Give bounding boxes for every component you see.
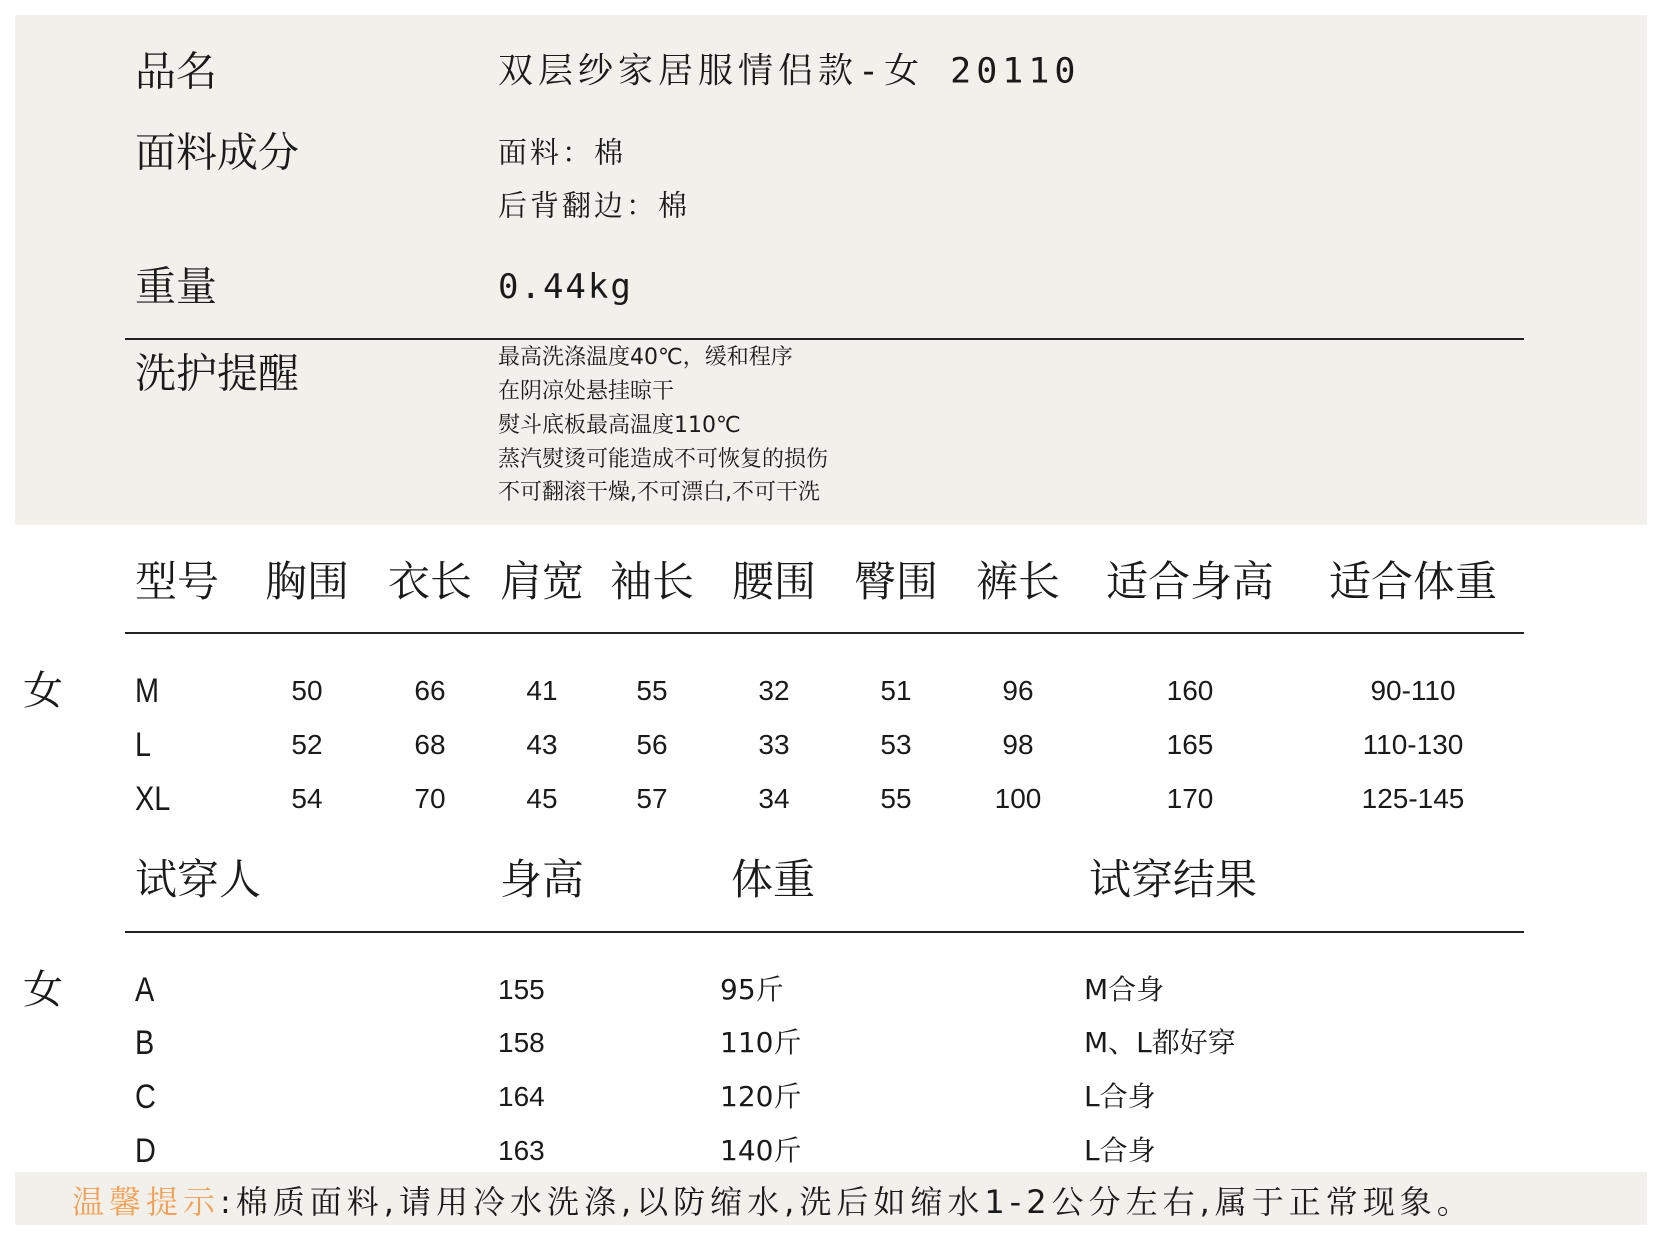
care-line: 熨斗底板最高温度110℃ [498, 413, 741, 438]
table-cell: 56 [636, 729, 668, 760]
fit-header-height: 身高 [500, 855, 585, 904]
table-cell: 45 [526, 783, 558, 814]
table-cell: 32 [758, 675, 790, 706]
tester-label: A [135, 971, 155, 1009]
tester-label: C [135, 1078, 156, 1116]
table-cell: L合身 [1084, 1080, 1156, 1113]
table-cell: 50 [291, 675, 323, 706]
size-header-chest: 胸围 [264, 557, 350, 606]
size-header-pants-length: 裤长 [975, 557, 1061, 606]
table-cell: 165 [1166, 729, 1214, 760]
table-cell: 140斤 [720, 1134, 802, 1167]
fit-header-tester: 试穿人 [135, 855, 262, 904]
size-label: L [135, 726, 152, 764]
fit-header-weight: 体重 [731, 855, 816, 904]
table-cell: 158 [498, 1027, 545, 1058]
fabric-back-trim: 后背翻边：棉 [498, 188, 691, 223]
table-cell: 54 [291, 783, 323, 814]
table-cell: 110斤 [720, 1026, 802, 1059]
size-header-hip: 臀围 [853, 557, 939, 606]
divider [125, 632, 1524, 634]
table-cell: 66 [414, 675, 446, 706]
table-cell: 34 [758, 783, 790, 814]
care-line: 最高洗涤温度40℃，缓和程序 [498, 345, 793, 370]
size-header-waist: 腰围 [731, 557, 817, 606]
table-cell: 163 [498, 1135, 545, 1166]
table-cell: 164 [498, 1081, 545, 1112]
care-line: 不可翻滚干燥,不可漂白,不可干洗 [498, 480, 820, 505]
weight-label: 重量 [135, 262, 217, 311]
product-name-value: 双层纱家居服情侣款-女 20110 [498, 51, 1081, 92]
table-cell: 43 [526, 729, 558, 760]
table-cell: 98 [1002, 729, 1034, 760]
weight-value: 0.44kg [498, 267, 633, 307]
tip-text [72, 1183, 1474, 1221]
size-header-fit-weight: 适合体重 [1328, 557, 1498, 606]
tip-label: 温馨提示 [72, 1183, 221, 1221]
fabric-label: 面料成分 [135, 128, 299, 177]
table-cell: 55 [880, 783, 912, 814]
table-cell: 52 [291, 729, 323, 760]
table-cell: 160 [1166, 675, 1214, 706]
table-cell: 170 [1166, 783, 1214, 814]
care-line: 蒸汽熨烫可能造成不可恢复的损伤 [498, 447, 829, 472]
fit-header-result: 试穿结果 [1089, 855, 1258, 904]
table-cell: 120斤 [720, 1080, 802, 1113]
size-header-fit-height: 适合身高 [1105, 557, 1275, 606]
gender-label: 女 [23, 967, 63, 1013]
table-cell: 155 [498, 974, 545, 1005]
table-cell: 53 [880, 729, 912, 760]
size-header-model: 型号 [135, 557, 220, 606]
table-cell: 68 [414, 729, 446, 760]
size-header-length: 衣长 [387, 557, 473, 606]
table-cell: M合身 [1084, 973, 1165, 1006]
divider [125, 338, 1524, 340]
table-cell: 55 [636, 675, 668, 706]
size-label: M [135, 672, 160, 710]
gender-label: 女 [23, 668, 63, 714]
tester-label: D [135, 1132, 156, 1170]
care-label: 洗护提醒 [135, 349, 299, 398]
table-cell: L合身 [1084, 1134, 1156, 1167]
divider [125, 931, 1524, 933]
care-line: 在阴凉处悬挂晾干 [498, 379, 675, 404]
tester-label: B [135, 1024, 155, 1062]
product-info-panel [15, 15, 1647, 525]
table-cell: 125-145 [1361, 783, 1465, 814]
table-cell: 41 [526, 675, 558, 706]
fabric-main: 面料：棉 [498, 135, 627, 170]
table-cell: 90-110 [1370, 675, 1456, 706]
table-cell: 95斤 [720, 973, 784, 1006]
tip-body: :棉质面料,请用冷水洗涤,以防缩水,洗后如缩水1-2公分左右,属于正常现象。 [220, 1183, 1474, 1221]
size-label: XL [135, 780, 171, 818]
table-cell: 33 [758, 729, 790, 760]
table-cell: 57 [636, 783, 668, 814]
table-cell: 70 [414, 783, 446, 814]
product-name-label: 品名 [135, 47, 217, 96]
table-cell: 96 [1002, 675, 1034, 706]
size-header-shoulder: 肩宽 [499, 557, 585, 606]
size-header-sleeve: 袖长 [609, 557, 695, 606]
table-cell: 110-130 [1362, 729, 1464, 760]
table-cell: 100 [994, 783, 1042, 814]
table-cell: 51 [880, 675, 912, 706]
table-cell: M、L都好穿 [1084, 1026, 1236, 1059]
